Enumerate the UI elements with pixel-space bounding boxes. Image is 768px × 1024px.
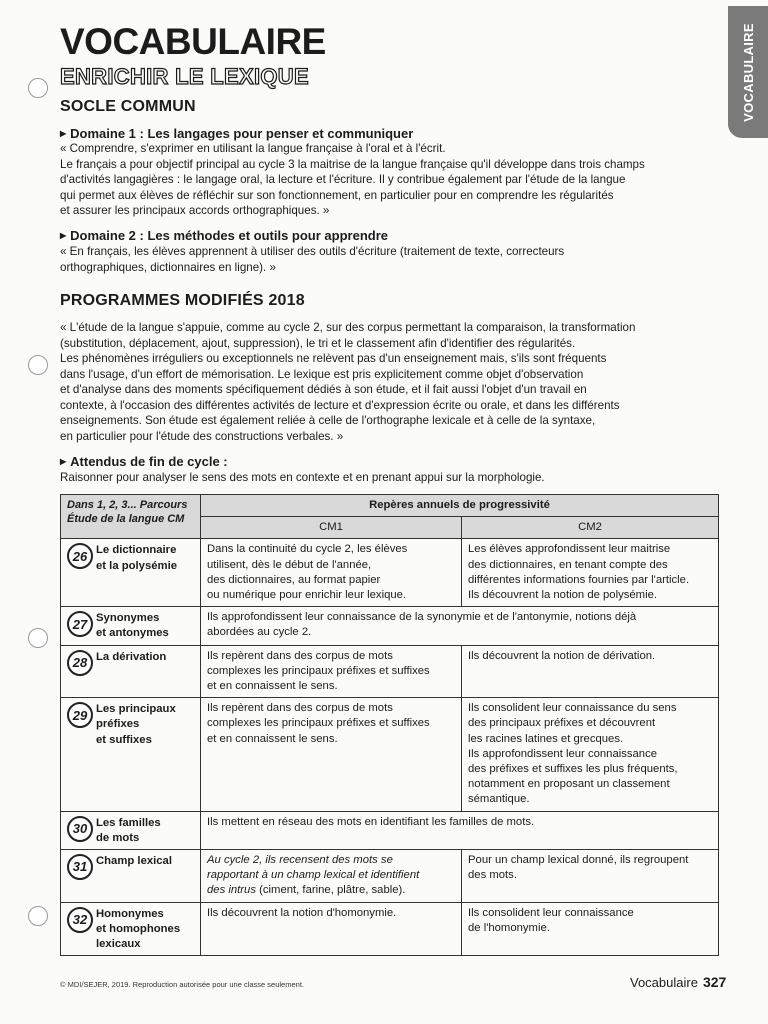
number-badge: 29: [67, 702, 93, 728]
text-line: Étude de la langue CM: [67, 513, 185, 525]
text-line: Synonymes: [96, 612, 160, 625]
text-line: (substitution, déplacement, ajout, suppression), le tri et le classement afin d'identifier des régularités.: [60, 336, 576, 350]
text-line: Les principaux: [96, 703, 176, 716]
cm2-cell: [462, 850, 719, 903]
binder-hole: [28, 628, 48, 648]
text-line: complexes les principaux préfixes et suffixes: [207, 664, 430, 677]
text-line: d'activités langagières : le langage oral, la lecture et l'écriture. Il y contribue également par l'étude de la langue: [60, 173, 626, 186]
row-label: [61, 850, 201, 903]
text-line: les racines latines et grecques.: [468, 732, 624, 745]
text-line: Les phénomènes irréguliers ou exceptionnels ne relèvent pas d'un enseignement mais, s'ils sont fréquents: [60, 352, 607, 365]
text-line: sémantique.: [468, 793, 530, 806]
text-line: des intrus: [207, 884, 256, 897]
text-line: lexicaux: [96, 938, 141, 951]
text-line: Ils approfondissent leur connaissance: [468, 747, 658, 760]
text-line: Ils découvrent la notion de polysémie.: [468, 589, 658, 602]
text-line: « En français, les élèves apprennent à utiliser des outils d'écriture (traitement de texte, correcteurs: [60, 245, 565, 258]
binder-hole: [28, 906, 48, 926]
cm2-cell: [462, 539, 719, 607]
number-badge: 32: [67, 907, 93, 933]
text-line: orthographiques, dictionnaires en ligne). »: [60, 260, 276, 274]
column-cm1: CM1: [201, 517, 462, 539]
text-line: différentes informations fournies par l'article.: [468, 573, 690, 586]
cm2-cell: [462, 902, 719, 956]
socle-heading: SOCLE COMMUN: [60, 98, 196, 115]
text-line: et suffixes: [96, 733, 152, 746]
text-line: et la polysémie: [96, 559, 177, 572]
programmes-heading: PROGRAMMES MODIFIÉS 2018: [60, 292, 305, 309]
row-label: [61, 811, 201, 849]
footer-section: Vocabulaire: [630, 975, 698, 990]
number-badge: 26: [67, 543, 93, 569]
attendus-text: [60, 470, 720, 486]
full-cell: [201, 607, 719, 645]
cm2-cell: [462, 698, 719, 811]
cm2-cell: [462, 645, 719, 698]
text-line: « L'étude de la langue s'appuie, comme au cycle 2, sur des corpus permettant la comparaison, la transformation: [60, 321, 636, 334]
table-row: [61, 902, 719, 956]
text-line: Ils consolident leur connaissance: [468, 906, 634, 919]
text-line: Raisonner pour analyser le sens des mots en contexte et en prenant appui sur la morphologie.: [60, 471, 545, 484]
text-line: « Comprendre, s'exprimer en utilisant la langue française à l'oral et à l'écrit.: [60, 142, 446, 155]
domain2-title: ▶ Domaine 2 : Les méthodes et outils pour apprendre: [60, 228, 388, 243]
text-line: enseignements. Son étude est également reliée à celle de l'orthographe lexicale et à celle de la syntaxe,: [60, 414, 596, 427]
page-title: VOCABULAIRE: [60, 21, 326, 62]
text-line: des préfixes et suffixes les plus fréquents,: [468, 763, 678, 776]
page-subtitle: ENRICHIR LE LEXIQUE: [60, 64, 309, 89]
table-row: [61, 850, 719, 903]
section-tab: [728, 6, 768, 138]
column-cm2: CM2: [462, 517, 719, 539]
text-line: Ils mettent en réseau des mots en identifiant les familles de mots.: [207, 815, 535, 828]
domain1-text: [60, 141, 720, 219]
cm1-cell: [201, 902, 462, 956]
text-line: Champ lexical: [96, 855, 172, 868]
text-line: et assurer les principaux accords orthographiques. »: [60, 204, 330, 217]
page-number: 327: [702, 974, 727, 990]
text-line: de mots: [96, 831, 140, 844]
text-line: ou numérique pour enrichir leur lexique.: [207, 589, 407, 602]
copyright-notice: © MDI/SEJER, 2019. Reproduction autorisée pour une classe seulement.: [60, 980, 304, 989]
number-badge: 27: [67, 611, 93, 637]
text-line: et en connaissent le sens.: [207, 732, 338, 745]
table-row: [61, 607, 719, 645]
text-line: des dictionnaires, au format papier: [207, 573, 381, 586]
domain2-text: [60, 244, 720, 275]
text-line: qui permet aux élèves de réfléchir sur son fonctionnement, en particulier pour en comprendre les régularités: [60, 188, 614, 202]
text-line: Les élèves approfondissent leur maitrise: [468, 543, 671, 556]
cm1-cell: [201, 850, 462, 903]
text-line: Dans 1, 2, 3... Parcours: [67, 499, 188, 511]
number-badge: 31: [67, 854, 93, 880]
row-label: [61, 645, 201, 698]
text-line: notamment en proposant un classement: [468, 778, 670, 791]
page-footer: [630, 974, 726, 990]
text-line: La dérivation: [96, 650, 167, 663]
text-line: Le français a pour objectif principal au cycle 3 la maitrise de la langue française qu'il développe dans trois champs: [60, 157, 645, 171]
text-line: des dictionnaires, en tenant compte des: [468, 558, 668, 571]
cm1-cell: [201, 698, 462, 811]
attendus-title: ▶ Attendus de fin de cycle :: [60, 454, 228, 469]
text-line: dans l'usage, d'un effort de mémorisation. Le lexique est pris explicitement comme objet d'observation: [60, 367, 584, 381]
row-label: [61, 698, 201, 811]
text-line: préfixes: [96, 718, 140, 731]
text-line: Ils découvrent la notion d'homonymie.: [207, 906, 397, 919]
text-line: de l'homonymie.: [468, 921, 550, 934]
text-line: utilisent, dès le début de l'année,: [207, 558, 372, 571]
text-line: Ils repèrent dans des corpus de mots: [207, 702, 393, 715]
text-line: Ils découvrent la notion de dérivation.: [468, 649, 656, 662]
text-line: des principaux préfixes et découvrent: [468, 717, 656, 730]
text-line: Ils approfondissent leur connaissance de la synonymie et de l'antonymie, notions déjà: [207, 611, 637, 624]
table-corner-header: [61, 495, 201, 539]
row-label: [61, 902, 201, 956]
text-line: Homonymes: [96, 907, 164, 920]
domain1-title: ▶ Domaine 1 : Les langages pour penser et communiquer: [60, 126, 413, 141]
number-badge: 28: [67, 650, 93, 676]
text-line: Au cycle 2, ils recensent des mots se: [207, 854, 393, 867]
table-row: [61, 645, 719, 698]
text-line: en particulier pour l'étude des constructions verbales. »: [60, 429, 344, 443]
cm1-cell: [201, 539, 462, 607]
text-line: Ils consolident leur connaissance du sens: [468, 702, 677, 715]
table-row: [61, 539, 719, 607]
text-line: rapportant à un champ lexical et identifient: [207, 869, 420, 882]
text-line: (ciment, farine, plâtre, sable).: [255, 884, 406, 897]
binder-hole: [28, 355, 48, 375]
table-row: [61, 698, 719, 811]
text-line: et antonymes: [96, 627, 169, 640]
row-label: [61, 607, 201, 645]
text-line: Pour un champ lexical donné, ils regroupent: [468, 854, 689, 867]
full-cell: [201, 811, 719, 849]
text-line: abordées au cycle 2.: [207, 626, 312, 639]
binder-hole: [28, 78, 48, 98]
text-line: contexte, à l'occasion des différentes activités de lecture et d'expression écrite ou orale, et dans les différents: [60, 398, 620, 412]
number-badge: 30: [67, 816, 93, 842]
progression-table: [60, 494, 719, 956]
text-line: et d'analyse dans des moments spécifiquement dédiés à son étude, et il fait aussi l'objet d'un travail en: [60, 383, 587, 396]
section-tab-label: VOCABULAIRE: [740, 22, 756, 122]
text-line: Dans la continuité du cycle 2, les élèves: [207, 543, 408, 556]
programmes-text: [60, 320, 720, 444]
table-header: Repères annuels de progressivité: [201, 495, 719, 517]
text-line: et en connaissent le sens.: [207, 680, 338, 693]
text-line: Le dictionnaire: [96, 544, 177, 557]
text-line: complexes les principaux préfixes et suffixes: [207, 717, 430, 730]
row-label: [61, 539, 201, 607]
text-line: des mots.: [468, 869, 517, 882]
text-line: Ils repèrent dans des corpus de mots: [207, 649, 393, 662]
table-row: [61, 811, 719, 849]
text-line: et homophones: [96, 922, 181, 935]
cm1-cell: [201, 645, 462, 698]
text-line: Les familles: [96, 816, 161, 829]
